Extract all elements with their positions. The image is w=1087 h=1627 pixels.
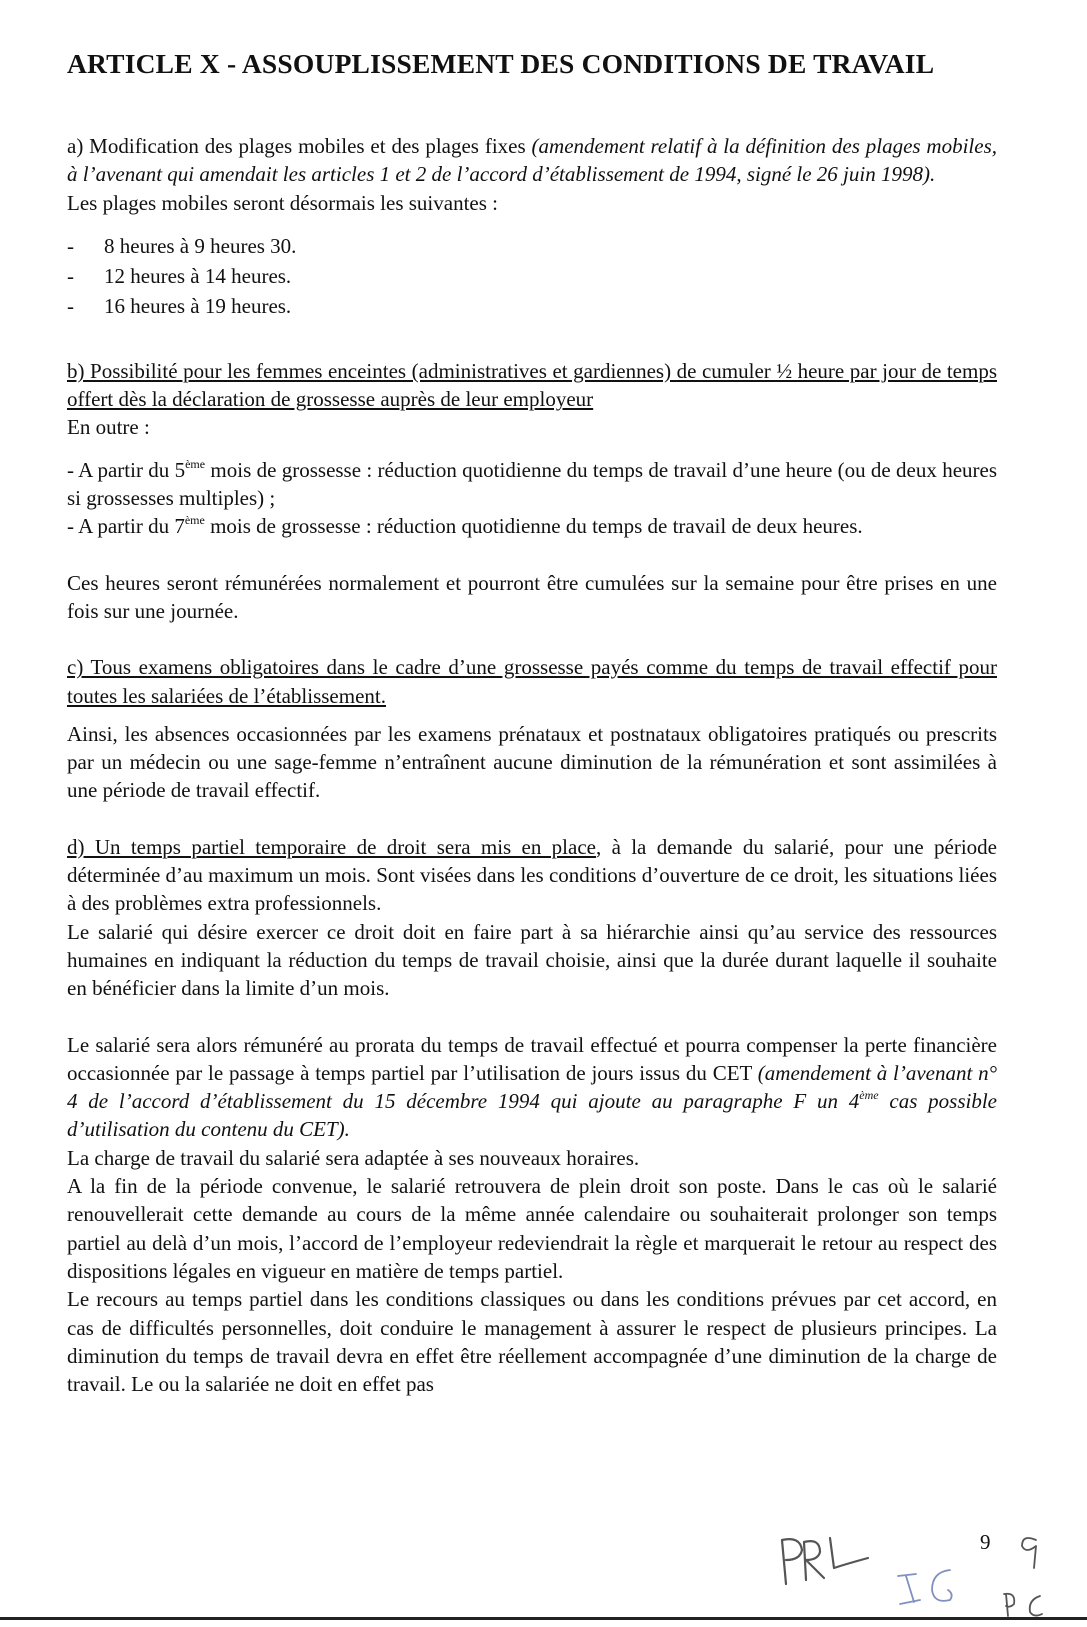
section-b-item-2 bbox=[67, 512, 997, 540]
section-a-lead-text: a) Modification des plages mobiles et des plages fixes bbox=[67, 134, 532, 158]
amendment-text: cas possible d’utilisation du contenu du CET). bbox=[67, 1089, 997, 1142]
section-a-lead bbox=[67, 132, 997, 189]
section-d-heading: d) Un temps partiel temporaire de droit sera mis en place bbox=[67, 834, 596, 859]
section-b-heading: b) Possibilité pour les femmes enceintes (administratives et gardiennes) de cumuler ½ heure par jour de temps offert dès la déclaration de grossesse auprès de leur employeur bbox=[67, 358, 997, 412]
section-b-paragraph: Ces heures seront rémunérées normalement et pourront être cumulées sur la semaine pour être prises en une fois sur une journée. bbox=[67, 570, 997, 623]
superscript: ème bbox=[859, 1088, 879, 1103]
list-item: - 12 heures à 14 heures. bbox=[67, 261, 997, 291]
list-item: - 16 heures à 19 heures. bbox=[67, 291, 997, 321]
item-prefix: - A partir du 5 bbox=[67, 457, 186, 482]
plages-list bbox=[67, 231, 997, 321]
section-d-lead-text: , à la demande du salarié, pour une période déterminée d’au maximum un mois. Sont visées dans les conditions d’ouverture de ce droit, les situations liées à des problèmes extra professionnels. bbox=[67, 834, 997, 916]
handwritten-initials bbox=[0, 1520, 1087, 1620]
bottom-rule bbox=[0, 1617, 1087, 1620]
item-text: mois de grossesse : réduction quotidienne du temps de travail de deux heures. bbox=[204, 514, 863, 539]
section-b-item-1 bbox=[67, 456, 997, 513]
section-d-paragraph-2: Le salarié qui désire exercer ce droit doit en faire part à sa hiérarchie ainsi qu’au service des ressources humaines en indiquant la réduction du temps de travail choisie, ainsi que la durée durant laquelle il souhaite en bénéficier dans la limite d’un mois. bbox=[67, 919, 997, 1001]
section-d-paragraph-4: La charge de travail du salarié sera adaptée à ses nouveaux horaires. bbox=[67, 1145, 640, 1170]
amendment-text: (amendement à l’avenant n° 4 de l’accord d’établissement du 15 décembre 1994 qui ajoute au paragraphe F un 4 bbox=[67, 1060, 997, 1114]
page-number: 9 bbox=[980, 1530, 991, 1554]
article-title: ARTICLE X - ASSOUPLISSEMENT DES CONDITIONS DE TRAVAIL bbox=[67, 48, 935, 79]
superscript: ème bbox=[184, 513, 205, 528]
section-c-paragraph: Ainsi, les absences occasionnées par les examens prénataux et postnataux obligatoires pratiqués ou prescrits par un médecin ou une sage-femme n’entraînent aucune diminution de la rémunération et sont assimilées à une période de travail effectif. bbox=[67, 721, 997, 803]
paragraph-text: Le salarié sera alors rémunéré au prorata du temps de travail effectué et pourra compenser la perte financière occasionnée par le passage à temps partiel par l’utilisation de jours issus du CET bbox=[67, 1032, 997, 1085]
section-b-outre: En outre : bbox=[67, 415, 150, 440]
section-a-intro: Les plages mobiles seront désormais les suivantes : bbox=[67, 190, 499, 215]
item-text: mois de grossesse : réduction quotidienne du temps de travail d’une heure (ou de deux heures si grossesses multiples) ; bbox=[67, 457, 998, 511]
section-d-paragraph-6: Le recours au temps partiel dans les conditions classiques ou dans les conditions prévues par cet accord, en cas de difficultés personnelles, doit conduire le management à assurer le respect de plusieurs principes. La diminution du temps de travail devra en effet être réellement accompagnée d’une diminution de la charge de travail. Le ou la salariée ne doit en effet pas bbox=[67, 1287, 997, 1397]
document-page bbox=[67, 48, 997, 1398]
list-item: - 8 heures à 9 heures 30. bbox=[67, 231, 997, 261]
item-prefix: - A partir du 7 bbox=[67, 514, 185, 539]
section-d-lead bbox=[67, 833, 997, 918]
section-c-heading: c) Tous examens obligatoires dans le cadre d’une grossesse payés comme du temps de travail effectif pour toutes les salariées de l’établissement. bbox=[67, 655, 997, 708]
section-d-paragraph-5: A la fin de la période convenue, le salarié retrouvera de plein droit son poste. Dans le cas où le salarié renouvellerait cette demande au cours de la même année calendaire ou souhaiterait prolonger son temps partiel au delà d’un mois, l’accord de l’employeur redeviendrait la règle et marquerait le retour au respect des dispositions légales en vigueur en matière de temps partiel. bbox=[67, 1174, 997, 1283]
section-a-amendment: (amendement relatif à la définition des plages mobiles, à l’avenant qui amendait les articles 1 et 2 de l’accord d’établissement de 1994, signé le 26 juin 1998). bbox=[67, 134, 998, 187]
section-d-paragraph-3 bbox=[67, 1031, 997, 1144]
superscript: ème bbox=[185, 456, 206, 471]
